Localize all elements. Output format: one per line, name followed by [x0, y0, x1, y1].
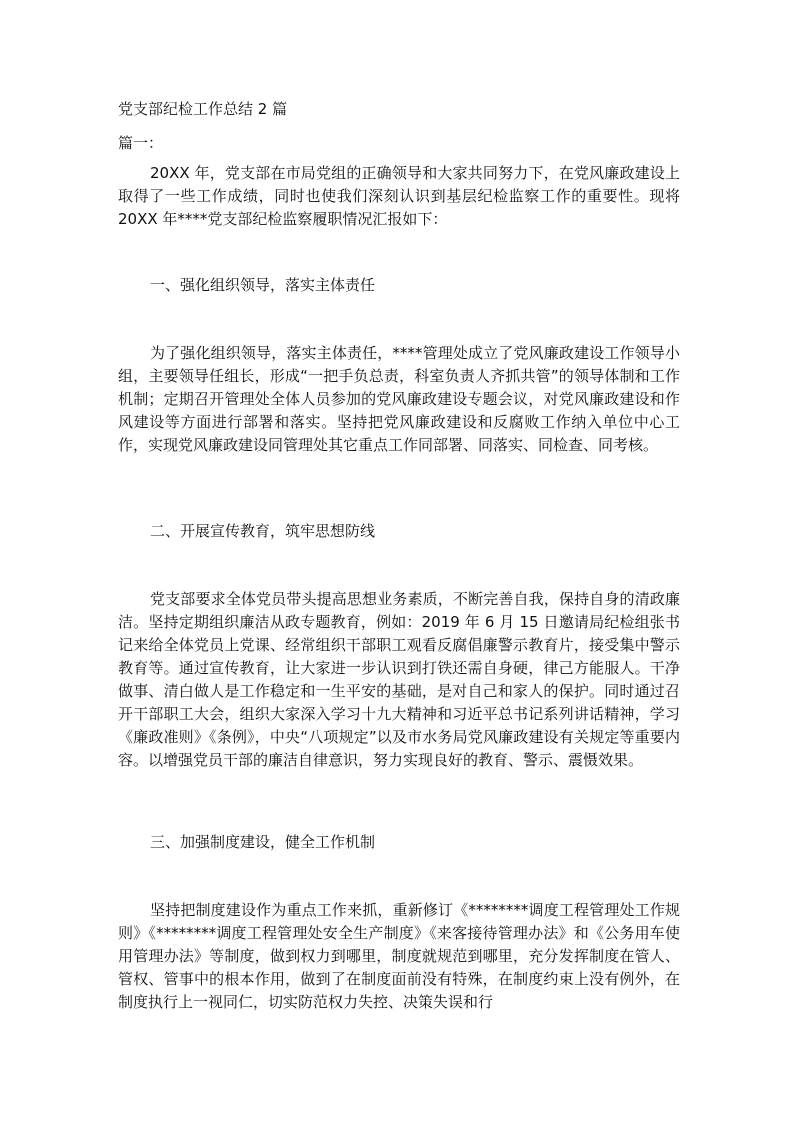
section-body-1: 为了强化组织领导，落实主体责任，****管理处成立了党风廉政建设工作领导小组，主要领导任组长，形成“一把手负总责，科室负责人齐抓共管”的领导体制和工作机制；定期召开管理处全体人员参加的党风廉政建设专题会议，对党风廉政建设和作风建设等方面进行部署和落实。坚持把党风廉政建设和反腐败工作纳入单位中心工作，实现党风廉政建设同管理处其它重点工作同部署、同落实、同检查、同考核。	[118, 344, 680, 454]
section-heading-3: 三、加强制度建设，健全工作机制	[150, 833, 376, 851]
section-heading-2: 二、开展宣传教育，筑牢思想防线	[150, 522, 376, 540]
section-body-2: 党支部要求全体党员带头提高思想业务素质，不断完善自我，保持自身的清政廉洁。坚持定期组织廉洁从政专题教育，例如：2019 年 6 月 15 日邀请局纪检组张书记来给全体党员上党课、经常组织干部职工观看反腐倡廉警示教育片，接受集中警示教育等。通过宣传教育，让大家进一步认识到打铁还需自身硬，律己方能服人。干净做事、清白做人是工作稳定和一生平安的基础，是对自己和家人的保护。同时通过召开干部职工大会，组织大家深入学习十九大精神和习近平总书记系列讲话精神，学习《廉政准则》《条例》，中央“八项规定”以及市水务局党风廉政建设有关规定等重要内容。以增强党员干部的廉洁自律意识，努力实现良好的教育、警示、震慑效果。	[118, 590, 680, 769]
document-title: 党支部纪检工作总结 2 篇	[118, 100, 288, 118]
section-body-3: 坚持把制度建设作为重点工作来抓，重新修订《********调度工程管理处工作规则》《********调度工程管理处安全生产制度》《来客接待管理办法》和《公务用车使用管理办法》等制度，做到权力到哪里，制度就规范到哪里，充分发挥制度在管人、管权、管事中的根本作用，做到了在制度面前没有特殊，在制度约束上没有例外，在制度执行上一视同仁，切实防范权力失控、决策失误和行	[118, 901, 680, 1011]
part-label: 篇一：	[118, 134, 164, 152]
intro-paragraph: 20XX 年，党支部在市局党组的正确领导和大家共同努力下，在党风廉政建设上取得了一些工作成绩，同时也使我们深刻认识到基层纪检监察工作的重要性。现将 20XX 年****党支部纪检监察履职情况汇报如下：	[118, 164, 680, 228]
section-heading-1: 一、强化组织领导，落实主体责任	[150, 276, 376, 294]
